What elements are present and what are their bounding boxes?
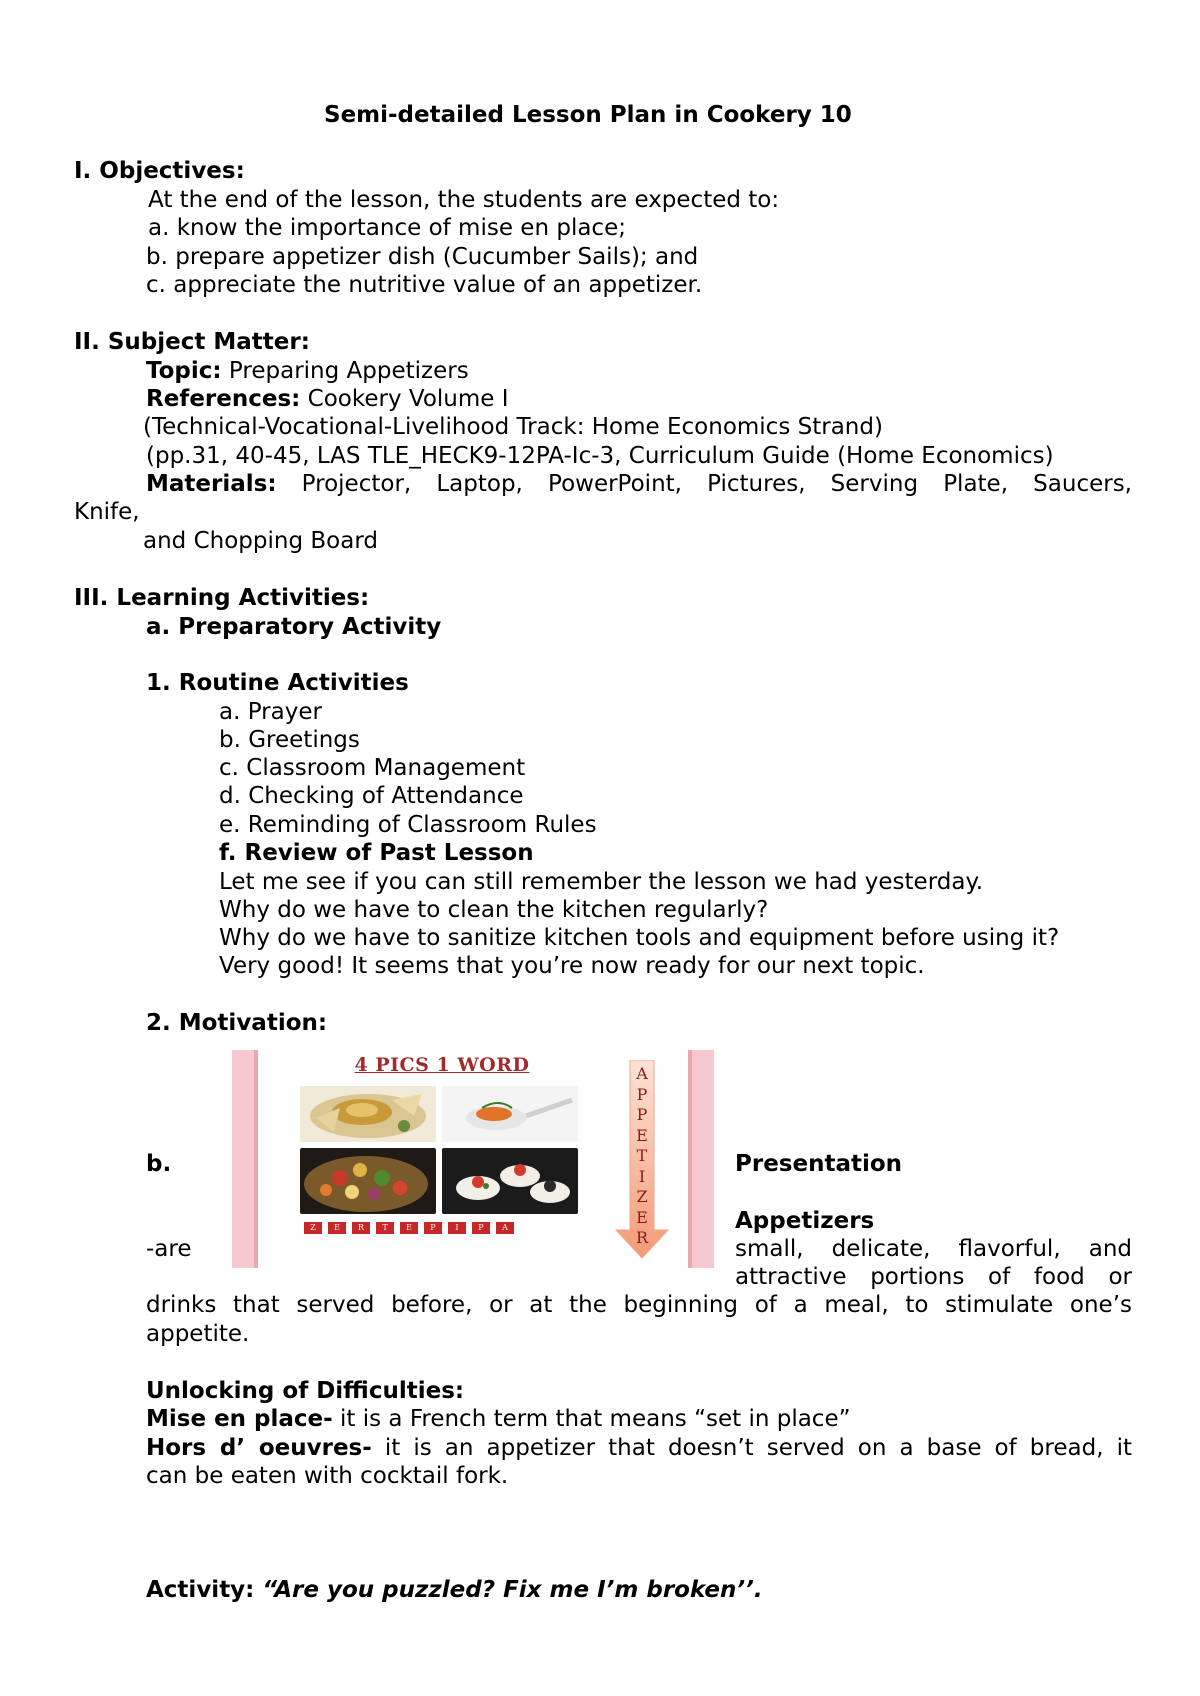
- objective-item: b. prepare appetizer dish (Cucumber Sails); and: [146, 244, 699, 270]
- page-title: Semi-detailed Lesson Plan in Cookery 10: [324, 102, 852, 128]
- routine-item: e. Reminding of Classroom Rules: [219, 812, 597, 838]
- mise-en-place-term: [146, 1405, 851, 1433]
- hors-doeuvres-term: [146, 1434, 1132, 1462]
- activity-line: [146, 1576, 763, 1604]
- review-line: Why do we have to clean the kitchen regularly?: [219, 897, 769, 923]
- routine-item: c. Classroom Management: [219, 755, 526, 781]
- left-pink-bar: [232, 1050, 258, 1268]
- objectives-heading: I. Objectives:: [74, 158, 245, 184]
- answer-letter: Z: [636, 1187, 648, 1206]
- review-line: Let me see if you can still remember the lesson we had yesterday.: [219, 869, 984, 895]
- answer-letter: P: [636, 1084, 648, 1104]
- answer-letter: E: [636, 1125, 648, 1145]
- preparatory-heading: a. Preparatory Activity: [146, 614, 442, 640]
- routine-item: b. Greetings: [219, 727, 360, 753]
- answer-word-vertical: [632, 1064, 652, 1249]
- references-line: [146, 385, 509, 413]
- letter-tile: P: [424, 1222, 442, 1234]
- objective-item: a. know the importance of mise en place;: [148, 215, 626, 241]
- materials-line-2: and Chopping Board: [143, 528, 378, 554]
- term-label: Hors d’ oeuvres-: [146, 1435, 372, 1461]
- letter-tile: E: [400, 1222, 418, 1234]
- answer-letter: E: [636, 1207, 648, 1227]
- references-value: Cookery Volume I: [300, 386, 509, 412]
- unlocking-heading: Unlocking of Difficulties:: [146, 1378, 465, 1404]
- answer-letter: R: [635, 1228, 649, 1247]
- materials-value: Projector, Laptop, PowerPoint, Pictures, Serving Plate, Saucers,: [276, 471, 1132, 497]
- definition-line: appetite.: [146, 1321, 250, 1347]
- answer-letter: T: [636, 1146, 648, 1165]
- motivation-heading: 2. Motivation:: [146, 1010, 328, 1036]
- definition-line: attractive portions of food or: [735, 1264, 1132, 1290]
- answer-letter: A: [636, 1064, 648, 1083]
- letter-tile: T: [376, 1222, 394, 1234]
- routine-item: d. Checking of Attendance: [219, 783, 524, 809]
- four-pics-one-word-image: [232, 1050, 714, 1268]
- review-heading: f. Review of Past Lesson: [219, 840, 534, 866]
- presentation-label: b.: [146, 1151, 172, 1177]
- scrambled-letters: [304, 1222, 514, 1234]
- review-line: Very good! It seems that you’re now ready for our next topic.: [219, 953, 925, 979]
- topic-line: [146, 357, 469, 385]
- references-line-3: (pp.31, 40-45, LAS TLE_HECK9-12PA-Ic-3, Curriculum Guide (Home Economics): [146, 443, 1054, 469]
- hors-doeuvres-line-2: can be eaten with cocktail fork.: [146, 1463, 509, 1489]
- term-label: Mise en place-: [146, 1406, 333, 1432]
- term-definition: it is a French term that means “set in place”: [332, 1406, 851, 1432]
- activity-title: “Are you puzzled? Fix me I’m broken’’.: [262, 1577, 763, 1603]
- letter-tile: R: [352, 1222, 370, 1234]
- food-picture-chips-dip: [300, 1086, 436, 1142]
- figure-title: 4 PICS 1 WORD: [354, 1054, 530, 1076]
- routine-heading: 1. Routine Activities: [146, 670, 409, 696]
- right-pink-bar: [688, 1050, 714, 1268]
- term-definition: it is an appetizer that doesn’t served on a base of bread, it: [371, 1435, 1132, 1461]
- references-label: References:: [146, 386, 301, 412]
- definition-lead: -are: [146, 1236, 192, 1262]
- objective-item: c. appreciate the nutritive value of an appetizer.: [146, 272, 703, 298]
- topic-label: Topic:: [146, 358, 222, 384]
- activity-label: Activity:: [146, 1577, 263, 1603]
- appetizers-heading: Appetizers: [735, 1208, 875, 1234]
- objectives-intro: At the end of the lesson, the students are expected to:: [148, 187, 780, 213]
- food-picture-platter: [300, 1148, 436, 1214]
- letter-tile: A: [496, 1222, 514, 1234]
- materials-line: [146, 470, 1132, 498]
- presentation-heading: Presentation: [735, 1151, 903, 1177]
- letter-tile: P: [472, 1222, 490, 1234]
- letter-tile: E: [328, 1222, 346, 1234]
- letter-tile: I: [448, 1222, 466, 1234]
- definition-line: drinks that served before, or at the beginning of a meal, to stimulate one’s: [146, 1292, 1132, 1318]
- materials-wrap: Knife,: [74, 499, 140, 525]
- food-picture-canapes: [442, 1148, 578, 1214]
- answer-letter: P: [636, 1105, 648, 1124]
- review-line: Why do we have to sanitize kitchen tools and equipment before using it?: [219, 925, 1060, 951]
- references-line-2: (Technical-Vocational-Livelihood Track: Home Economics Strand): [143, 414, 883, 440]
- answer-letter: I: [638, 1166, 646, 1186]
- materials-label: Materials:: [146, 471, 277, 497]
- food-picture-spoon: [442, 1086, 578, 1142]
- learning-heading: III. Learning Activities:: [74, 585, 370, 611]
- subject-heading: II. Subject Matter:: [74, 329, 310, 355]
- topic-value: Preparing Appetizers: [221, 358, 469, 384]
- routine-item: a. Prayer: [219, 699, 322, 725]
- definition-line: small, delicate, flavorful, and: [735, 1236, 1132, 1262]
- letter-tile: Z: [304, 1222, 322, 1234]
